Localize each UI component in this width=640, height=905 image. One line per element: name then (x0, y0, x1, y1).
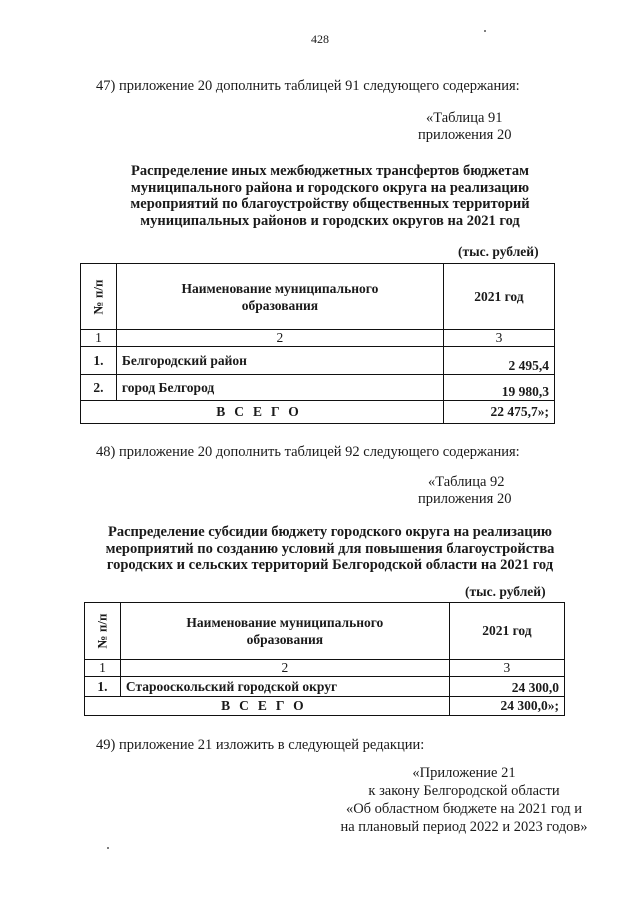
table92-title-line1: Распределение субсидии бюджету городского округа на реализацию (107, 524, 553, 540)
table92-reference (418, 474, 512, 508)
table91-header-year: 2021 год (443, 264, 554, 330)
table91-colnum-3: 3 (443, 330, 554, 347)
table91-total-row (81, 401, 555, 424)
item-48-text: 48) приложение 20 дополнить таблицей 92 следующего содержания: (96, 444, 520, 460)
table92-title (70, 524, 590, 574)
table91-colnum-2: 2 (116, 330, 443, 347)
appendix21-line3: «Об областном бюджете на 2021 год и (345, 801, 583, 817)
scan-speck (107, 847, 109, 849)
table92-colnum-3: 3 (449, 660, 564, 677)
appendix21-line2: к закону Белгородской области (368, 783, 560, 799)
table92-reference-line1: «Таблица 92 (428, 474, 505, 490)
table91-title-line1: Распределение иных межбюджетных трансфертов бюджетам (131, 163, 529, 179)
table-row: 1. Белгородский район 2 495,4 (81, 347, 555, 375)
table92 (84, 602, 565, 716)
table91-reference-line1: «Таблица 91 (426, 110, 503, 126)
appendix21-line1: «Приложение 21 (412, 765, 516, 781)
table92-header-row (85, 603, 565, 660)
table92-title-line3: городских и сельских территорий Белгородской области на 2021 год (106, 557, 554, 573)
table-row: 1. Старооскольский городской округ 24 300,0 (85, 677, 565, 697)
table91-header-num: № п/п (81, 264, 117, 330)
table91-reference (418, 110, 512, 144)
table91-total-label: ВСЕГО (81, 401, 444, 424)
table91-title-line4: муниципальных районов и городских округов на 2021 год (140, 212, 520, 229)
table91-title-line3: мероприятий по благоустройству общественных территорий (130, 196, 530, 212)
appendix21-line4: на плановый период 2022 и 2023 годов» (340, 819, 588, 835)
table92-colnum-1: 1 (85, 660, 121, 677)
table91-reference-line2: приложения 20 (418, 127, 512, 143)
page-number: 428 (311, 32, 329, 46)
table91-colnum-1: 1 (81, 330, 117, 347)
table92-total-value: 24 300,0»; (449, 697, 564, 716)
item-47-text: 47) приложение 20 дополнить таблицей 91 следующего содержания: (96, 78, 520, 94)
table91-header-row (81, 264, 555, 330)
table92-colnum-2: 2 (120, 660, 449, 677)
table91-title (90, 163, 570, 229)
table92-header-year: 2021 год (449, 603, 564, 660)
table92-header-name: Наименование муниципального образования (120, 603, 449, 660)
table92-total-row (85, 697, 565, 716)
table92-title-line2: мероприятий по созданию условий для повышения благоустройства (105, 540, 555, 557)
table-row: 2. город Белгород 19 980,3 (81, 375, 555, 401)
appendix21-reference (328, 764, 600, 836)
table91 (80, 263, 555, 424)
table91-header-name: Наименование муниципального образования (116, 264, 443, 330)
table91-title-line2: муниципального района и городского округа на реализацию (130, 179, 530, 196)
table92-header-num: № п/п (85, 603, 121, 660)
table91-unit: (тыс. рублей) (458, 244, 539, 259)
table91-colnum-row (81, 330, 555, 347)
table92-total-label: ВСЕГО (85, 697, 450, 716)
scan-speck (484, 30, 486, 32)
table92-unit: (тыс. рублей) (465, 584, 546, 599)
table92-colnum-row (85, 660, 565, 677)
table91-total-value: 22 475,7»; (443, 401, 554, 424)
table92-reference-line2: приложения 20 (418, 491, 512, 507)
item-49-text: 49) приложение 21 изложить в следующей редакции: (96, 737, 425, 753)
